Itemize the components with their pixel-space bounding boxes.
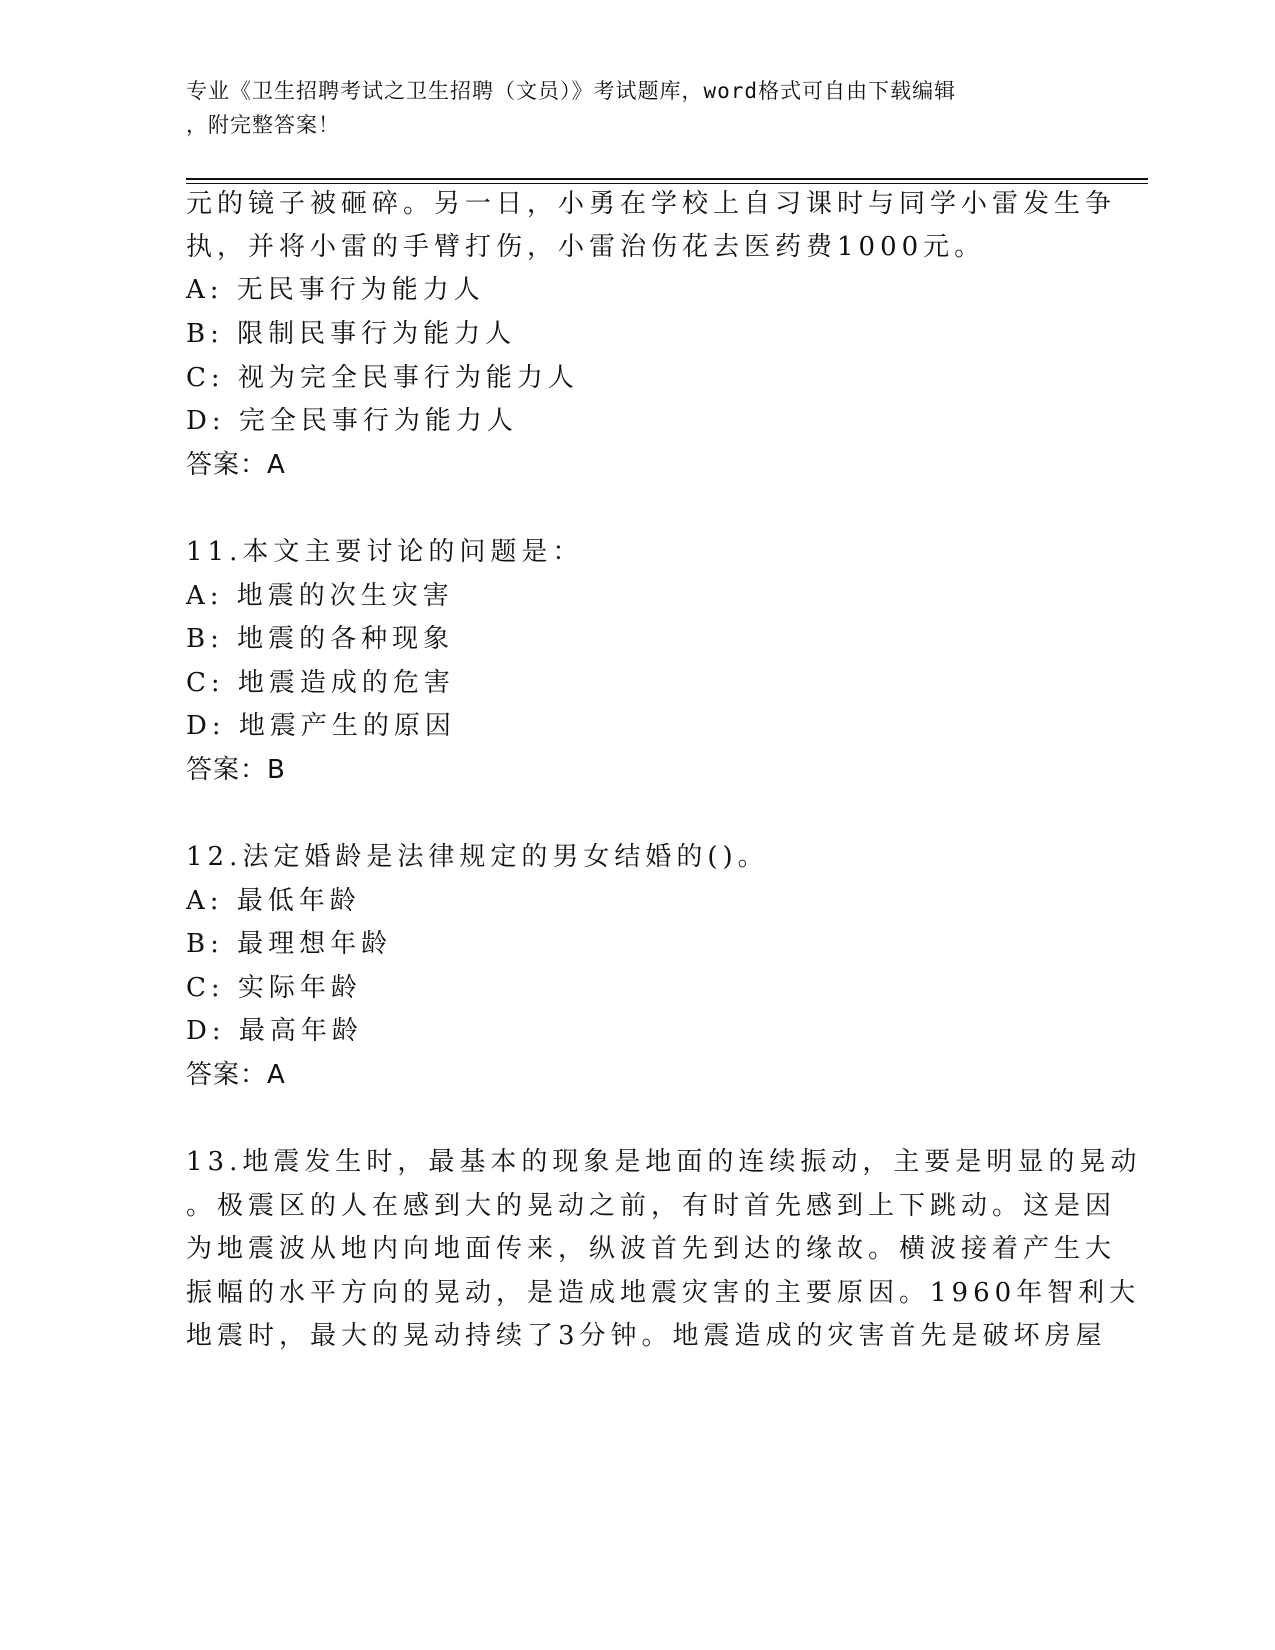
q12-option-a: A: 最低年龄 xyxy=(186,886,361,916)
q11-option-c: C: 地震造成的危害 xyxy=(186,668,455,698)
header-divider-thick xyxy=(186,178,1148,180)
q13-text-line: 振幅的水平方向的晃动，是造成地震灾害的主要原因。1960年智利大 xyxy=(186,1278,1141,1308)
q12-option-b: B: 最理想年龄 xyxy=(186,929,393,959)
q10-option-a: A: 无民事行为能力人 xyxy=(186,275,485,305)
q13-text-line: 为地震波从地内向地面传来，纵波首先到达的缘故。横波接着产生大 xyxy=(186,1234,1117,1264)
q11-answer: 答案：B xyxy=(186,755,286,785)
page-header xyxy=(186,74,1066,142)
q10-context-line: 元的镜子被砸碎。另一日，小勇在学校上自习课时与同学小雷发生争 xyxy=(186,189,1117,219)
q11-question: 11.本文主要讨论的问题是： xyxy=(186,537,584,567)
q10-option-c: C: 视为完全民事行为能力人 xyxy=(186,363,579,393)
q11-option-b: B: 地震的各种现象 xyxy=(186,624,455,654)
header-line-1: 专业《卫生招聘考试之卫生招聘（文员）》考试题库，word格式可自由下载编辑 xyxy=(186,79,957,103)
q12-option-d: D: 最高年龄 xyxy=(186,1016,363,1046)
q10-option-d: D: 完全民事行为能力人 xyxy=(186,406,518,436)
q11-option-d: D: 地震产生的原因 xyxy=(186,711,456,741)
q10-context-line: 执，并将小雷的手臂打伤，小雷治伤花去医药费1000元。 xyxy=(186,232,986,262)
q10-answer: 答案：A xyxy=(186,450,286,480)
q10-option-b: B: 限制民事行为能力人 xyxy=(186,319,517,349)
q13-text-line: 13.地震发生时，最基本的现象是地面的连续振动，主要是明显的晃动 xyxy=(186,1147,1142,1177)
header-line-2: ，附完整答案！ xyxy=(186,113,340,137)
q11-option-a: A: 地震的次生灾害 xyxy=(186,581,454,611)
q12-question: 12.法定婚龄是法律规定的男女结婚的()。 xyxy=(186,842,769,872)
q12-option-c: C: 实际年龄 xyxy=(186,973,362,1003)
q12-answer: 答案：A xyxy=(186,1060,286,1090)
q13-text-line: 。极震区的人在感到大的晃动之前，有时首先感到上下跳动。这是因 xyxy=(186,1191,1117,1221)
header-divider-thin xyxy=(186,183,1148,184)
q13-text-line: 地震时，最大的晃动持续了3分钟。地震造成的灾害首先是破坏房屋 xyxy=(186,1321,1107,1351)
